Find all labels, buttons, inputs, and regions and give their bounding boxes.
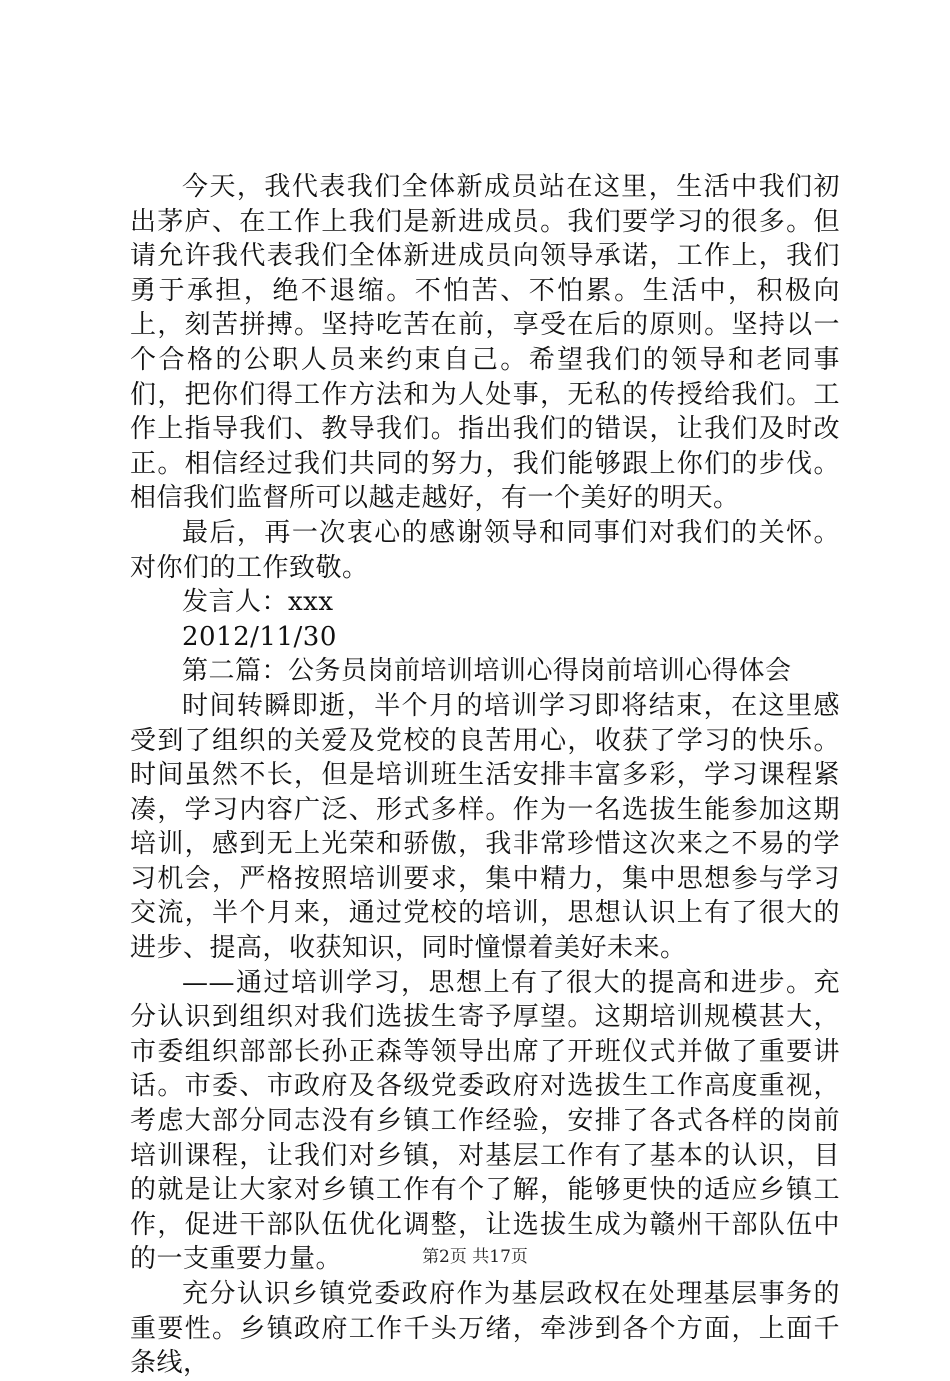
paragraph-training-intro: 时间转瞬即逝，半个月的培训学习即将结束，在这里感受到了组织的关爱及党校的良苦用心，收获了学习的快乐。时间虽然不长，但是培训班生活安排丰富多彩，学习课程紧凑，学习内容广泛、形式多样。作为一名选拔生能参加这期培训，感到无上光荣和骄傲，我非常珍惜这次来之不易的学习机会，严格按照培训要求，集中精力，集中思想参与学习交流，半个月来，通过党校的培训，思想认识上有了很大的进步、提高，收获知识，同时憧憬着美好未来。 — [130, 690, 840, 964]
paragraph-training-progress: ——通过培训学习，思想上有了很大的提高和进步。充分认识到组织对我们选拔生寄予厚望。这期培训规模甚大，市委组织部部长孙正森等领导出席了开班仪式并做了重要讲话。市委、市政府及各级党委政府对选拔生工作高度重视，考虑大部分同志没有乡镇工作经验，安排了各式各样的岗前培训课程，让我们对乡镇，对基层工作有了基本的认识，目的就是让大家对乡镇工作有个了解，能够更快的适应乡镇工作，促进干部队伍优化调整，让选拔生成为赣州干部队伍中的一支重要力量。 — [130, 967, 840, 1275]
speaker-line: 发言人：xxx — [182, 587, 334, 618]
date-line: 2012/11/30 — [182, 621, 337, 652]
paragraph-closing: 最后，再一次衷心的感谢领导和同事们对我们的关怀。对你们的工作致敬。 — [130, 517, 840, 583]
paragraph-township-importance: 充分认识乡镇党委政府作为基层政权在处理基层事务的重要性。乡镇政府工作千头万绪，牵涉到各个方面，上面千条线， — [130, 1279, 840, 1379]
section-heading: 第二篇：公务员岗前培训培训心得岗前培训心得体会 — [182, 656, 792, 687]
paragraph-speech: 今天，我代表我们全体新成员站在这里，生活中我们初出茅庐、在工作上我们是新进成员。我们要学习的很多。但请允许我代表我们全体新进成员向领导承诺，工作上，我们勇于承担，绝不退缩。不怕苦、不怕累。生活中，积极向上，刻苦拼搏。坚持吃苦在前，享受在后的原则。坚持以一个合格的公职人员来约束自己。希望我们的领导和老同事们，把你们得工作方法和为人处事，无私的传授给我们。工作上指导我们、教导我们。指出我们的错误，让我们及时改正。相信经过我们共同的努力，我们能够跟上你们的步伐。相信我们监督所可以越走越好，有一个美好的明天。 — [130, 172, 840, 514]
document-body — [130, 170, 840, 1381]
page-footer: 第2页 共17页 — [422, 1247, 528, 1267]
